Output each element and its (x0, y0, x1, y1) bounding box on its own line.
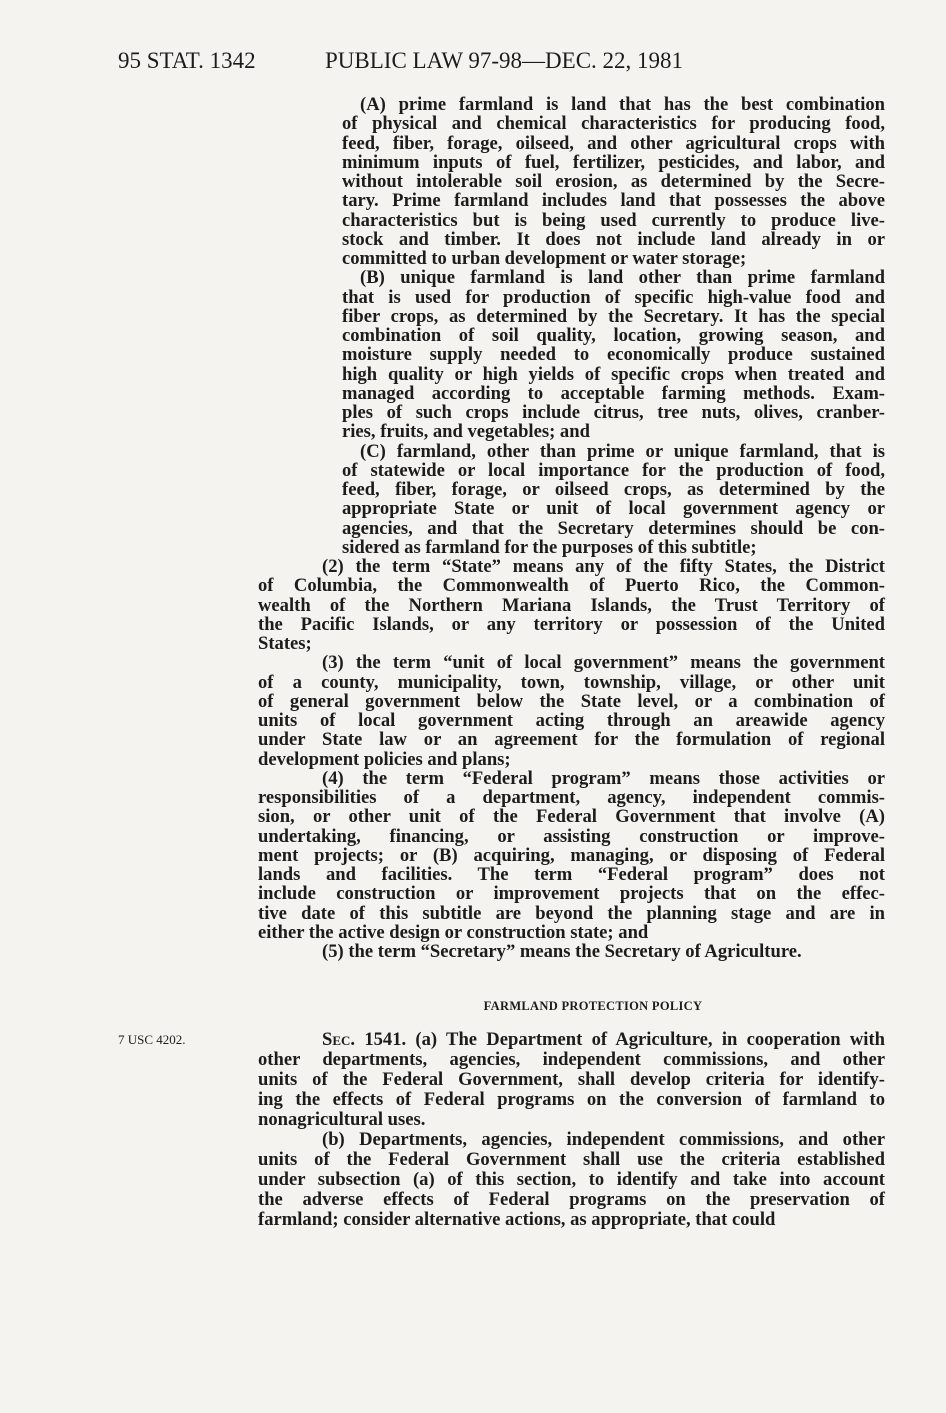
sec-label: Sec. (322, 1029, 365, 1050)
text-line: minimum inputs of fuel, fertilizer, pesticides, and labor, and (342, 151, 885, 173)
text-line: ing the effects of Federal programs on the conversion of farmland to (258, 1089, 885, 1110)
text-line: ples of such crops include citrus, tree nuts, olives, cranber- (342, 402, 885, 423)
text-line: appropriate State or unit of local government agency or (342, 498, 885, 520)
text-line: high quality or high yields of specific crops when treated and (342, 363, 885, 385)
text-line: the adverse effects of Federal programs on the preservation of (258, 1189, 885, 1210)
subparagraphs-a-b-c (342, 95, 885, 557)
text-line: sion, or other unit of the Federal Government that involve (A) (258, 806, 885, 828)
text-line: without intolerable soil erosion, as determined by the Secre- (342, 171, 885, 192)
text-line: (4) the term “Federal program” means those activities or (322, 767, 885, 789)
page-stat-number: 95 STAT. 1342 (118, 48, 256, 73)
text-line: ment projects; or (B) acquiring, managing, or disposing of Federal (258, 844, 885, 866)
text-line: of statewide or local importance for the production of food, (342, 459, 885, 481)
text-line: stock and timber. It does not include land already in or (342, 228, 885, 250)
text-line: tive date of this subtitle are beyond the planning stage and are in (258, 902, 885, 924)
running-header-title: PUBLIC LAW 97-98—DEC. 22, 1981 (325, 48, 684, 73)
text-line: (b) Departments, agencies, independent commissions, and other (322, 1129, 885, 1150)
margin-note: 7 USC 4202. (118, 1032, 186, 1047)
text-line: (A) prime farmland is land that has the best combination (360, 94, 885, 115)
text-line: the Pacific Islands, or any territory or possession of the United (258, 613, 885, 635)
line-text: 1541. (a) The Department of Agriculture, in cooperation with (364, 1029, 885, 1050)
text-line: of Columbia, the Commonwealth of Puerto Rico, the Common- (258, 575, 885, 597)
text-line: farmland; consider alternative actions, as appropriate, that could (258, 1209, 776, 1230)
text-line: ries, fruits, and vegetables; and (342, 421, 590, 443)
text-line: units of the Federal Government, shall develop criteria for identify- (258, 1069, 885, 1090)
text-line: (3) the term “unit of local government” means the government (322, 652, 885, 674)
text-line: feed, fiber, forage, or oilseed crops, as determined by the (342, 479, 885, 500)
text-line: (5) the term “Secretary” means the Secretary of Agriculture. (322, 941, 802, 962)
text-line: of a county, municipality, town, township, village, or other unit (258, 671, 885, 693)
definition-paragraphs (258, 557, 885, 961)
text-line: managed according to acceptable farming methods. Exam- (342, 382, 885, 404)
text-line: agencies, and that the Secretary determines should be con- (342, 517, 885, 539)
text-line: that is used for production of specific high-value food and (342, 286, 885, 308)
text-line: feed, fiber, forage, oilseed, and other agricultural crops with (342, 132, 885, 154)
text-line: wealth of the Northern Mariana Islands, the Trust Territory of (258, 594, 885, 616)
text-line: sidered as farmland for the purposes of this subtitle; (342, 536, 757, 558)
text-line: units of local government acting through an areawide agency (258, 710, 885, 731)
text-line: include construction or improvement projects that on the effec- (258, 883, 885, 905)
text-line: tary. Prime farmland includes land that possesses the above (342, 190, 885, 212)
text-line: responsibilities of a department, agency, independent commis- (258, 787, 885, 808)
text-line: fiber crops, as determined by the Secretary. It has the special (342, 305, 885, 327)
text-line: either the active design or construction state; and (258, 921, 649, 943)
section-heading-text: FARMLAND PROTECTION POLICY (483, 999, 703, 1013)
text-line: other departments, agencies, independent commissions, and other (258, 1049, 885, 1070)
text-line: of general government below the State level, or a combination of (258, 690, 885, 712)
text-line: committed to urban development or water storage; (342, 248, 747, 269)
text-line: (B) unique farmland is land other than prime farmland (360, 267, 885, 289)
text-line: (C) farmland, other than prime or unique farmland, that is (360, 440, 885, 462)
text-line: (2) the term “State” means any of the fifty States, the District (322, 556, 885, 577)
text-line: undertaking, financing, or assisting construction or improve- (258, 825, 885, 847)
text-line (258, 1030, 885, 1050)
section-heading (0, 999, 946, 1014)
text-line: development policies and plans; (258, 748, 511, 770)
text-line: combination of soil quality, location, growing season, and (342, 325, 885, 346)
text-line: States; (258, 633, 312, 654)
section-1541 (258, 1030, 885, 1230)
text-line: units of the Federal Government shall use the criteria established (258, 1149, 885, 1170)
text-line: under subsection (a) of this section, to identify and take into account (258, 1169, 885, 1190)
text-line: moisture supply needed to economically produce sustained (342, 344, 885, 366)
text-line: of physical and chemical characteristics for producing food, (342, 113, 885, 135)
text-line: characteristics but is being used currently to produce live- (342, 209, 885, 231)
text-line: nonagricultural uses. (258, 1109, 426, 1130)
text-line: lands and facilities. The term “Federal program” does not (258, 864, 885, 885)
text-line: under State law or an agreement for the formulation of regional (258, 729, 885, 751)
